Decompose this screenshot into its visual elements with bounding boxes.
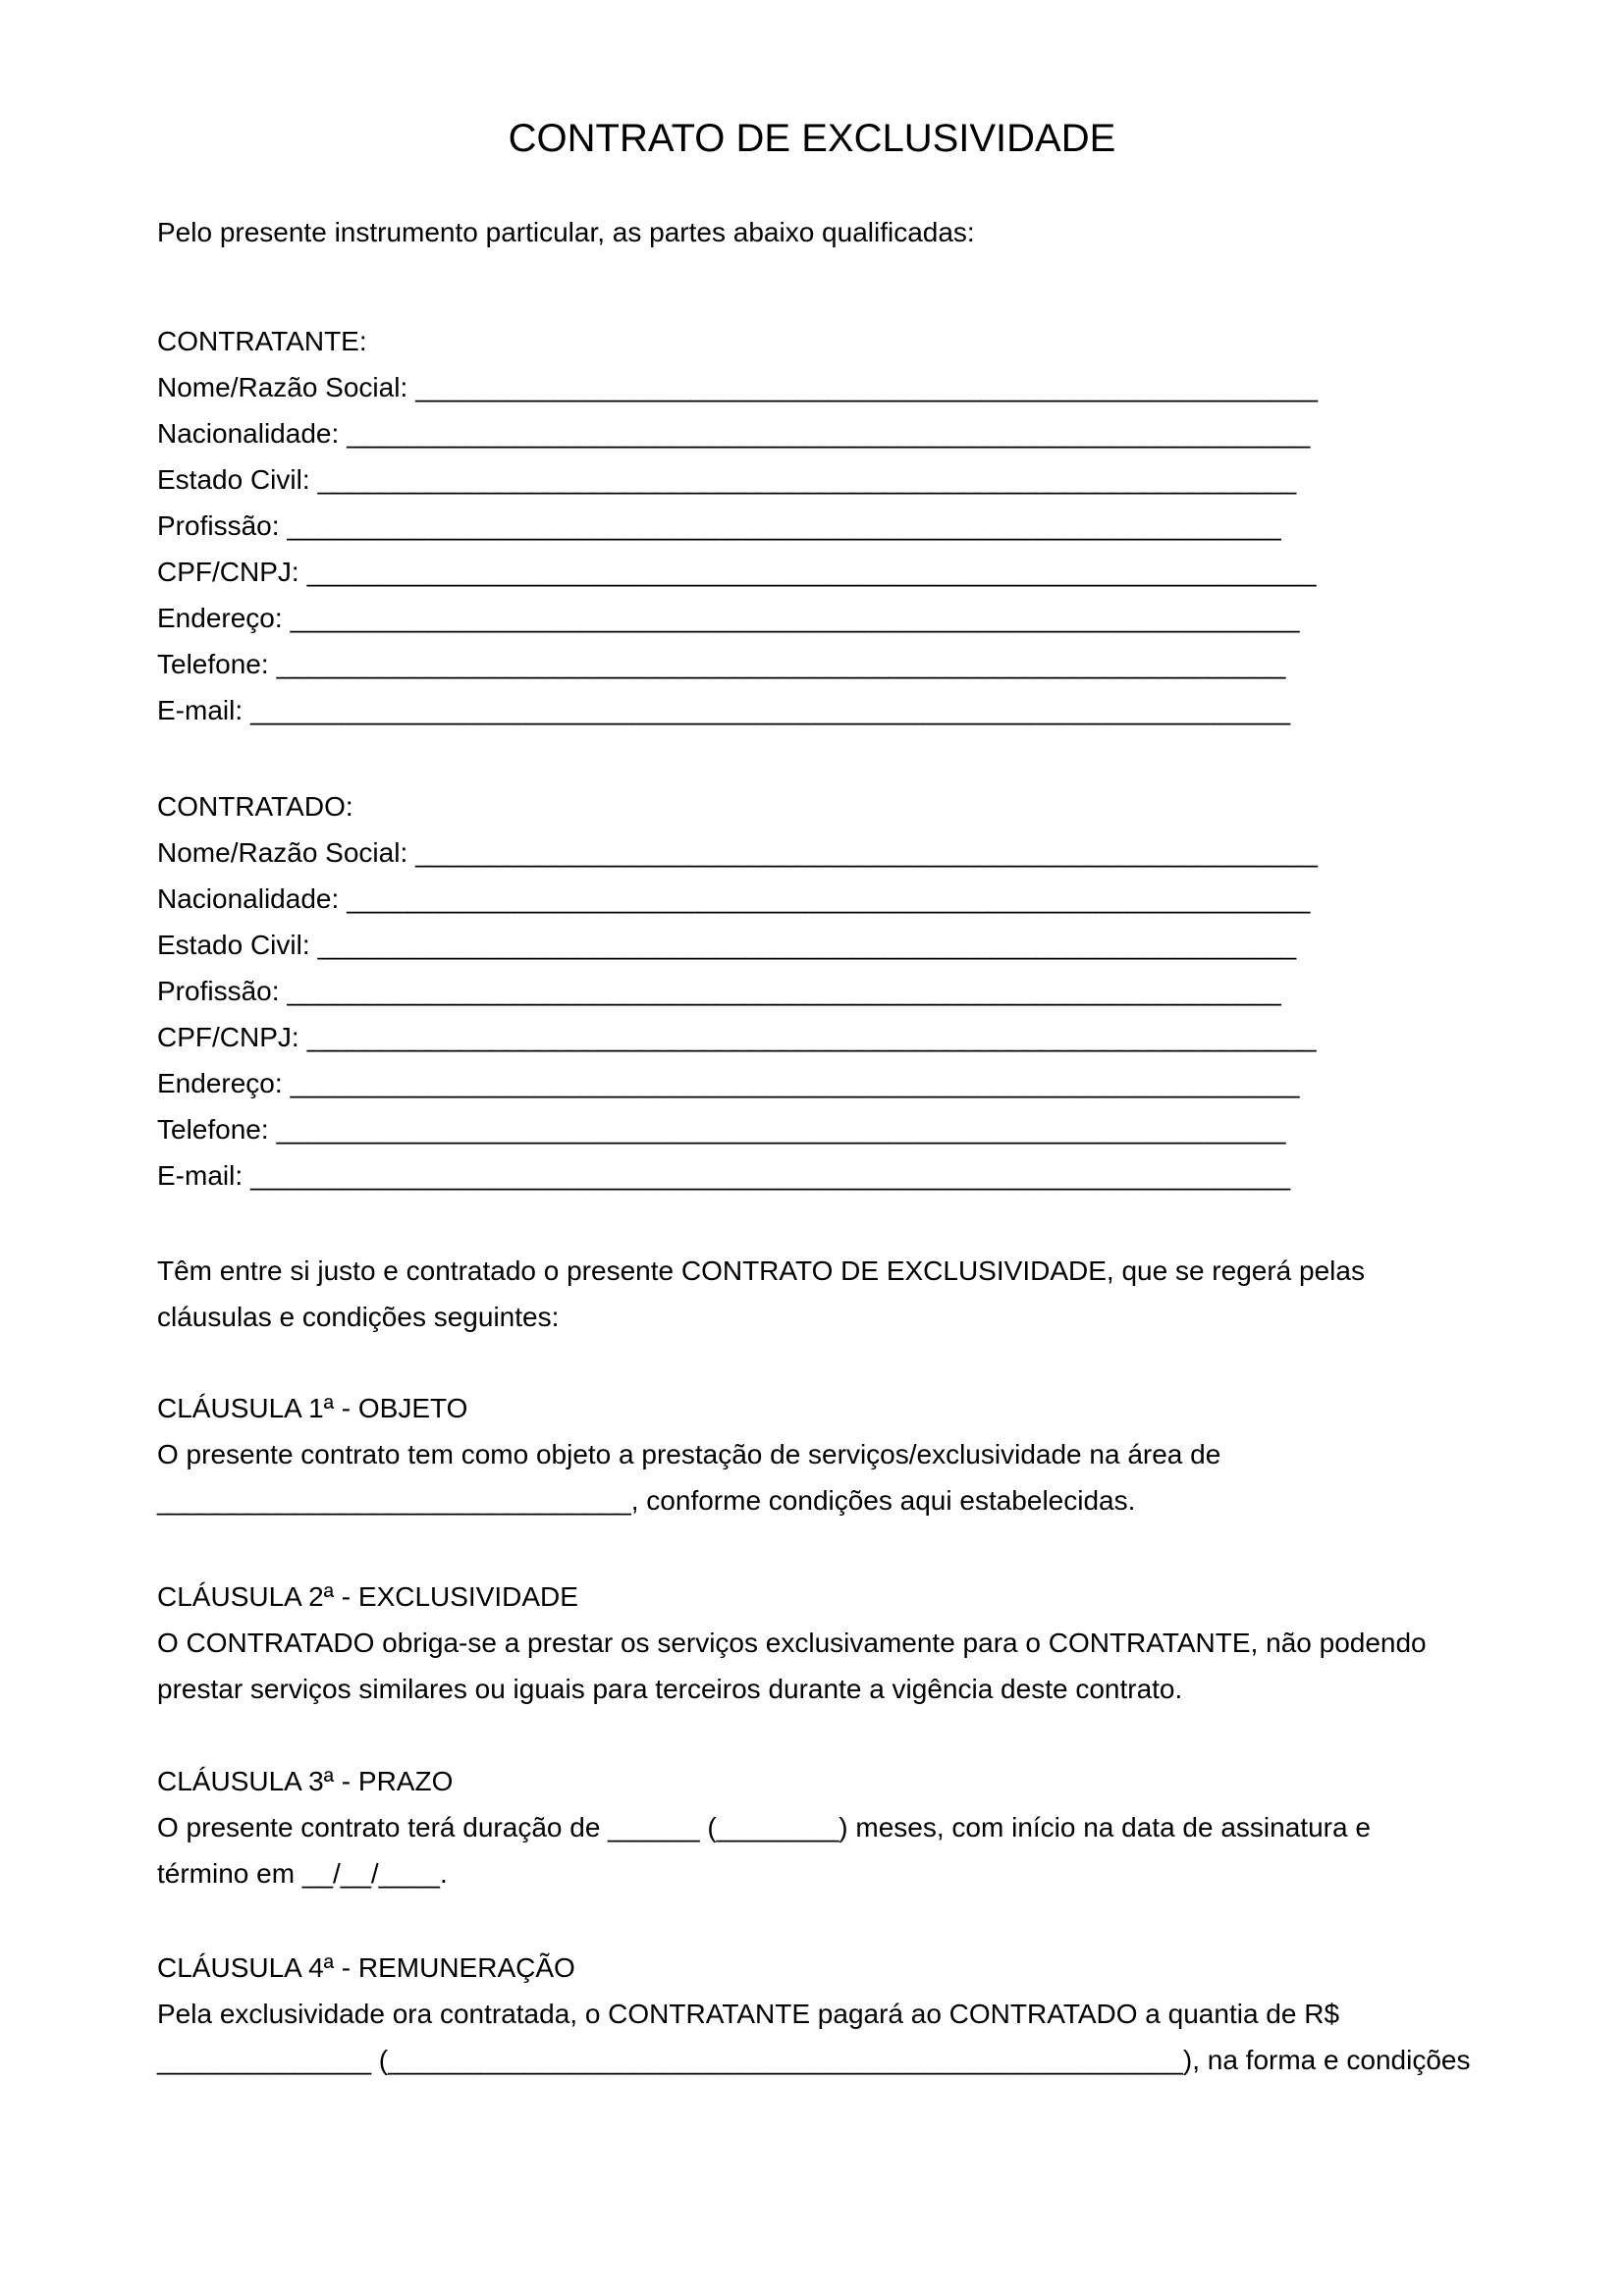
clause-body-line: prestar serviços similares ou iguais para terceiros durante a vigência deste contrato. (157, 1674, 1183, 1704)
intro-paragraph: Pelo presente instrumento particular, as partes abaixo qualificadas: (157, 217, 975, 247)
field-row-contratante-estado-civil (157, 456, 1467, 503)
field-row-contratante-endereco (157, 595, 1467, 641)
clause-body-line: _______________________________, conforme condições aqui estabelecidas. (157, 1485, 1136, 1516)
clause-body-line: Pela exclusividade ora contratada, o CONTRATANTE pagará ao CONTRATADO a quantia de R$ (157, 1999, 1340, 2029)
document-title: CONTRATO DE EXCLUSIVIDADE (508, 117, 1116, 160)
intro-section (157, 209, 1467, 255)
field-blank-line: ___________________________________________________________ (415, 837, 1318, 868)
field-row-contratante-nacionalidade (157, 410, 1467, 456)
field-blank-line: ________________________________________________________________ (317, 464, 1297, 495)
field-blank-line: __________________________________________________________________ (290, 1068, 1300, 1098)
field-row-contratado-nome (157, 829, 1467, 876)
contratante-section (157, 318, 1467, 733)
field-row-contratado-nacionalidade (157, 876, 1467, 922)
field-row-contratado-endereco (157, 1060, 1467, 1106)
clause-body-line: O presente contrato tem como objeto a prestação de serviços/exclusividade na área de (157, 1439, 1221, 1469)
field-blank-line: __________________________________________________________________ (276, 649, 1286, 679)
field-blank-line: ___________________________________________________________ (415, 372, 1318, 402)
field-blank-line: _______________________________________________________________ (347, 418, 1311, 449)
field-row-contratante-profissao (157, 503, 1467, 549)
field-label: Nacionalidade: (157, 418, 340, 449)
clause-body-line: O CONTRATADO obriga-se a prestar os serviços exclusivamente para o CONTRATANTE, não podendo (157, 1628, 1427, 1658)
field-blank-line: __________________________________________________________________ (276, 1114, 1286, 1145)
field-label: CPF/CNPJ: (157, 1022, 299, 1052)
field-row-contratado-telefone (157, 1106, 1467, 1152)
agreement-intro-section (157, 1248, 1467, 1340)
field-blank-line: __________________________________________________________________ (306, 1022, 1317, 1052)
field-blank-line: __________________________________________________________________ (290, 603, 1300, 633)
field-label: Profissão: (157, 510, 280, 541)
clause-body-line: O presente contrato terá duração de ______ (________) meses, com início na data de assinatura e (157, 1812, 1371, 1842)
field-label: Estado Civil: (157, 464, 310, 495)
clause-heading: CLÁUSULA 4ª - REMUNERAÇÃO (157, 1952, 575, 1983)
field-row-contratante-nome (157, 364, 1467, 410)
clause-1-objeto (157, 1385, 1467, 1523)
clause-2-exclusividade (157, 1574, 1467, 1712)
field-blank-line: _______________________________________________________________ (347, 883, 1311, 914)
field-label: Nacionalidade: (157, 883, 340, 914)
clause-body-line: término em __/__/____. (157, 1858, 448, 1889)
field-label: Telefone: (157, 1114, 269, 1145)
field-row-contratante-telefone (157, 641, 1467, 687)
contratado-section (157, 783, 1467, 1199)
field-blank-line: __________________________________________________________________ (306, 557, 1317, 587)
field-label: Profissão: (157, 976, 280, 1006)
clause-3-prazo (157, 1758, 1467, 1896)
field-label: CPF/CNPJ: (157, 557, 299, 587)
field-row-contratado-estado-civil (157, 922, 1467, 968)
clause-heading: CLÁUSULA 1ª - OBJETO (157, 1393, 468, 1423)
clause-heading: CLÁUSULA 2ª - EXCLUSIVIDADE (157, 1581, 578, 1612)
field-label: Nome/Razão Social: (157, 837, 408, 868)
field-row-contratado-cpf-cnpj (157, 1014, 1467, 1060)
field-row-contratante-email (157, 687, 1467, 733)
agreement-intro-line: cláusulas e condições seguintes: (157, 1302, 560, 1332)
field-row-contratante-cpf-cnpj (157, 549, 1467, 595)
field-row-contratado-profissao (157, 968, 1467, 1014)
field-label: Estado Civil: (157, 930, 310, 960)
contratado-heading: CONTRATADO: (157, 791, 353, 822)
field-label: Telefone: (157, 649, 269, 679)
clause-4-remuneracao (157, 1945, 1471, 2083)
field-blank-line: _________________________________________________________________ (287, 510, 1281, 541)
contratante-heading: CONTRATANTE: (157, 326, 367, 356)
field-label: Nome/Razão Social: (157, 372, 408, 402)
field-label: Endereço: (157, 1068, 283, 1098)
clause-body-line: ______________ (____________________________________________________), na forma e condições (157, 2045, 1471, 2075)
field-label: Endereço: (157, 603, 283, 633)
field-blank-line: ____________________________________________________________________ (250, 695, 1291, 725)
clause-heading: CLÁUSULA 3ª - PRAZO (157, 1766, 454, 1796)
field-label: E-mail: (157, 1160, 244, 1191)
agreement-intro-line: Têm entre si justo e contratado o presente CONTRATO DE EXCLUSIVIDADE, que se regerá pelas (157, 1255, 1365, 1286)
field-blank-line: ____________________________________________________________________ (250, 1160, 1291, 1191)
field-label: E-mail: (157, 695, 244, 725)
field-row-contratado-email (157, 1152, 1467, 1199)
field-blank-line: _________________________________________________________________ (287, 976, 1281, 1006)
field-blank-line: ________________________________________________________________ (317, 930, 1297, 960)
